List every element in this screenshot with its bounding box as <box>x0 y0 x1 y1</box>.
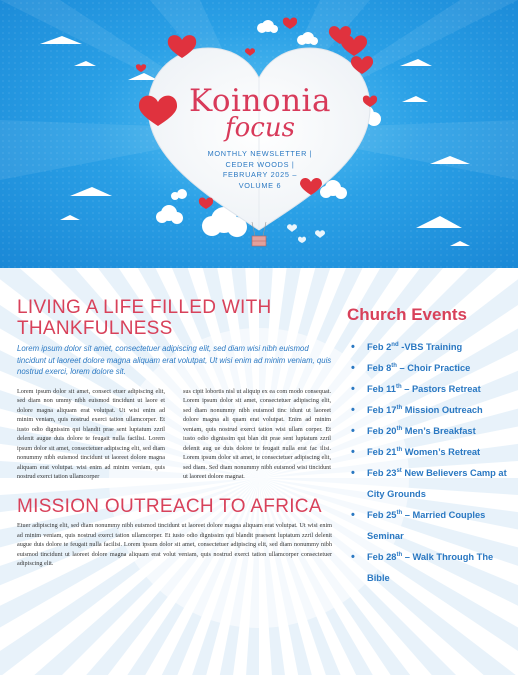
event-item: • Feb 20th Men’s Breakfast <box>347 421 507 442</box>
event-item: • Feb 23st New Believers Camp at City Grounds <box>347 463 507 505</box>
article-intro: Lorem ipsum dolor sit amet, consectetuer adipiscing elit, sed diam wisi nibh euismod tincidunt ut laoreet dolore magna aliquam erat volutpat, Ut wisi enim ad minim veniam, quis nostrud exerci, lorem dolore sit. <box>17 344 332 376</box>
event-item: • Feb 17th Mission Outreach <box>347 400 507 421</box>
masthead-title: Koinonia <box>189 83 331 119</box>
masthead-subtitle-focus: focus <box>225 113 295 143</box>
header-banner <box>0 0 518 268</box>
article-title-mission: MISSION OUTREACH TO AFRICA <box>17 495 322 517</box>
article-body <box>17 387 332 482</box>
event-item: • Feb 21th Women’s Retreat <box>347 442 507 463</box>
masthead <box>160 83 360 191</box>
article-column-1: Lorem ipsum dolor sit amet, consect etuer adipiscing elit, sed diam non ummy nibh euismod tincidunt ut laore et dolore magna aliquam erat volutpat. Ut wisi enim ad minim veniam, quis nostrud exerci tation ullamcorper. Et iusto odio dignissim qui blandit prae sent luptatum zzril delenit augue duis dolore te feugait nulla facilisi. Lorem ipsum dolor sit amet, consectetuer adipiscing elit, sed diam nonummy nibh euismod tincidunt ut laoreet dolore magna aliquam erat volutpat. wisi enim ad minim veniam, quis nostrud exerci tation ullamcorper <box>17 387 165 481</box>
main-column <box>17 297 332 569</box>
event-item: • Feb 28th – Walk Through The Bible <box>347 547 507 589</box>
article-title-thankfulness: LIVING A LIFE FILLED WITH THANKFULNESS <box>17 297 272 339</box>
events-title: Church Events <box>347 305 467 324</box>
event-item: • Feb 2nd -VBS Training <box>347 337 507 358</box>
article-mission-body: Etuer adipiscing elit, sed diam nonummy nibh euismod tincidunt ut laoreet dolore magna aliquam erat volutpat. Ut wisi enim ad minim veniam, quis nostrud exerci tation ullamcorper. Et iusto odio dignissim qui blandit praesent luptatum zzril delenit augue duis dolore te feugait nulla facilisi. Lorem ipsum dolor sit amet, consectetuer adipiscing elit, sed diam nonummy nibh euismod tincidunt ut laoreet dolore magna aliquam erat volut veniam, quis nostrud exerci tation ullamcorper consectetuer adipiscing elit. <box>17 521 332 568</box>
issue-info: MONTHLY NEWSLETTER | CEDER WOODS | FEBRUARY 2025 – VOLUME 6 <box>207 149 313 190</box>
event-item: • Feb 11th – Pastors Retreat <box>347 379 507 400</box>
events-list <box>347 337 507 589</box>
church-events-sidebar <box>347 305 507 589</box>
event-item: • Feb 25th – Married Couples Seminar <box>347 505 507 547</box>
article-column-2: sus cipit lobortis nisl ut aliquip ex ea com modo consequat. Lorem ipsum dolor sit amet, consectetuer adipiscing elit, sed diam nonummy nibh euismod tinc idunt ut laoreet dolore magna ali quam erat volutpat. Enim ad minim veniam, quis nostrud exerci tation wisi ullam corper. Et iusto odio dignissim qui blan dit prae sent luptatum zzril delenit aug ue duis dolore te feugait nulla erat fac ilisi. Lorem ipsum dolor sit amet, te consectetuer adipiscing elit, sed diam. Sed diam nonummy nibh euismod wisi tincidunt ut laoreet dolore magnat. <box>183 387 331 481</box>
event-item: • Feb 8th – Choir Practice <box>347 358 507 379</box>
